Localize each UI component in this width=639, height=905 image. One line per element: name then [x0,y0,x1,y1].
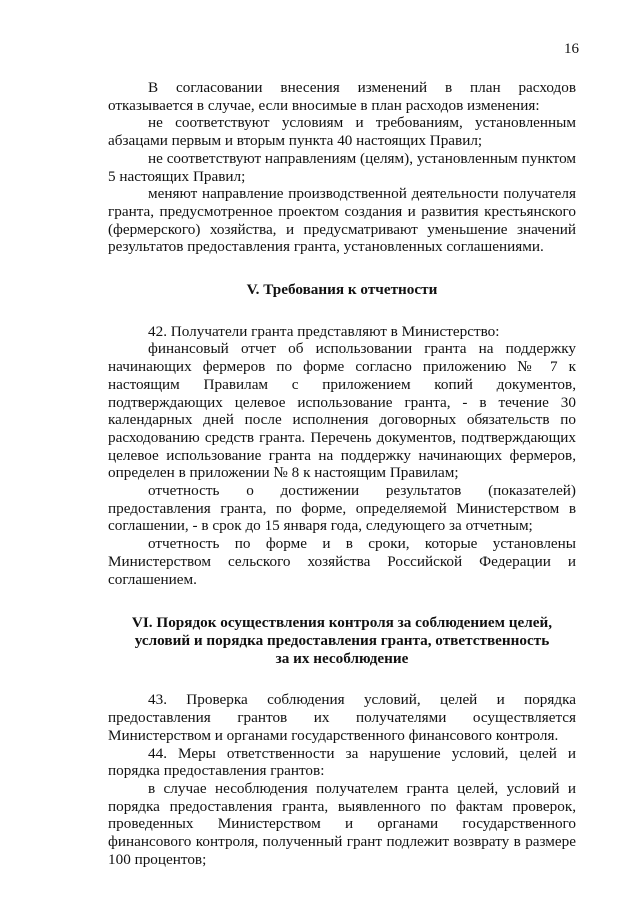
section-heading-line: VI. Порядок осуществления контроля за соблюдением целей, [131,614,553,632]
paragraph: финансовый отчет об использовании гранта на поддержку начинающих фермеров по форме согласно приложению № 7 к настоящим Правилам с приложением копий документов, подтверждающих целевое использование гранта, - в течение 30 календарных дней после исполнения договорных обязательств по расходованию средств гранта. Перечень документов, подтверждающих целевое использование гранта на поддержку начинающих фермеров, определен в приложении № 8 к настоящим Правилам; [108,340,576,482]
paragraph: 42. Получатели гранта представляют в Министерство: [148,322,500,340]
page-number: 16 [564,41,579,57]
paragraph: меняют направление производственной деятельности получателя гранта, предусмотренное проектом создания и развития крестьянского (фермерского) хозяйства, и предусматривают уменьшение значений результатов предоставления гранта, установленных соглашениями. [108,185,576,256]
section-heading-vi [108,614,576,667]
paragraph: отчетность о достижении результатов (показателей) предоставления гранта, по форме, определяемой Министерством в соглашении, - в срок до 15 января года, следующего за отчетным; [108,482,576,535]
paragraph: не соответствуют направлениям (целям), установленным пунктом 5 настоящих Правил; [108,149,576,185]
paragraph: отчетность по форме и в сроки, которые установлены Министерством сельского хозяйства Российской Федерации и соглашением. [108,535,576,588]
paragraph: в случае несоблюдения получателем гранта целей, условий и порядка предоставления гранта, выявленного по фактам проверок, проведенных Министерством и органами государственного финансового контроля, полученный грант подлежит возврату в размере 100 процентов; [108,779,576,868]
paragraph: В согласовании внесения изменений в план расходов отказывается в случае, если вносимые в план расходов изменения: [108,79,576,114]
section-heading-line: за их несоблюдение [275,649,409,667]
section-heading-line: условий и порядка предоставления гранта, ответственность [134,631,550,649]
document-body [108,79,576,868]
section-heading-v: V. Требования к отчетности [246,281,438,299]
paragraph: не соответствуют условиям и требованиям, установленным абзацами первым и вторым пункта 40 настоящих Правил; [108,114,576,150]
paragraph: 43. Проверка соблюдения условий, целей и порядка предоставления грантов их получателями осуществляется Министерством и органами государственного финансового контроля. [108,691,576,744]
paragraph: 44. Меры ответственности за нарушение условий, целей и порядка предоставления грантов: [108,744,576,780]
